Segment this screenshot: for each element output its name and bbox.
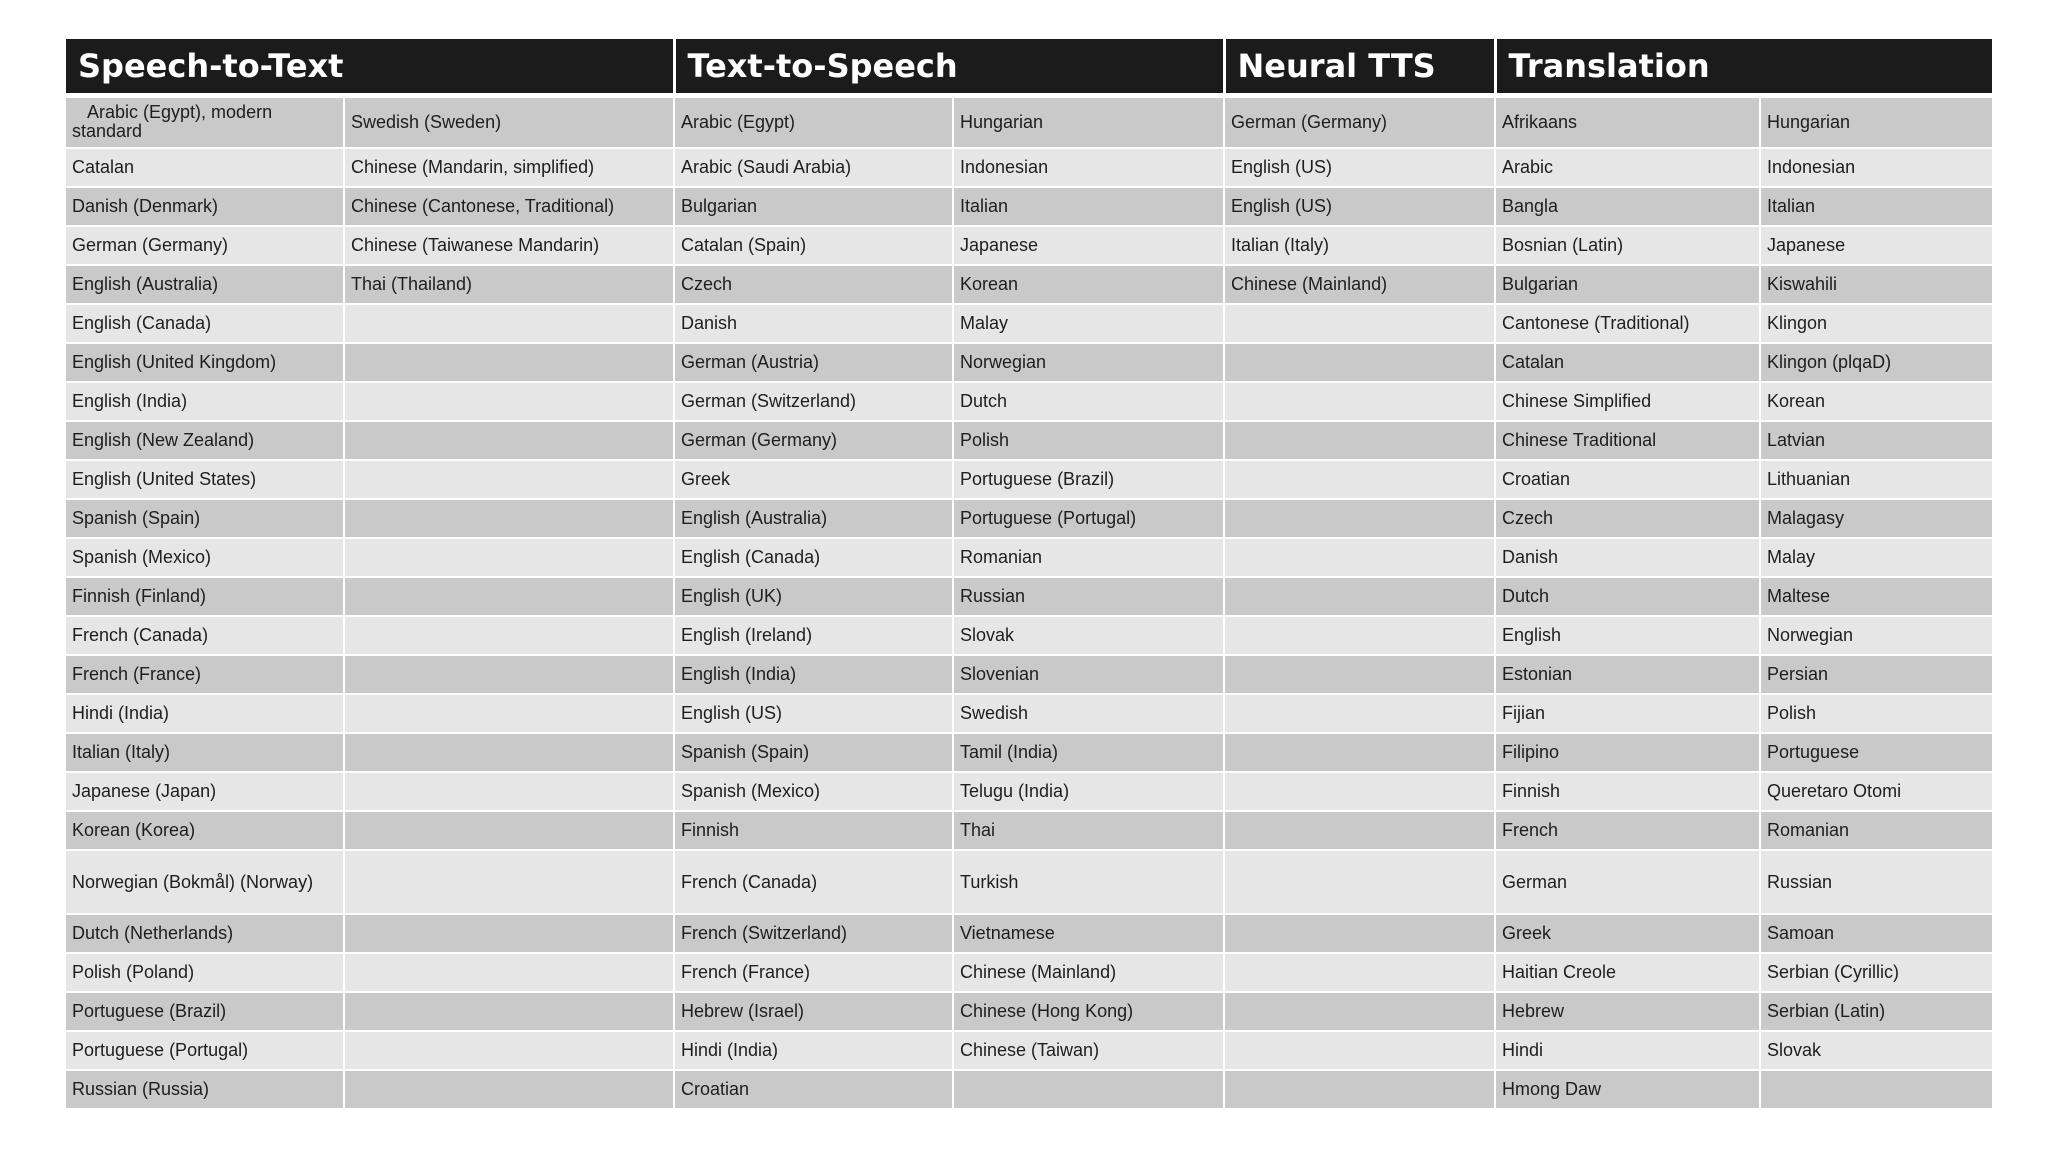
table-row (66, 992, 1992, 1031)
neural-tts-cell (1224, 343, 1495, 382)
table-row (66, 1031, 1992, 1070)
speech-to-text-cell (344, 304, 674, 343)
text-to-speech-cell: Arabic (Egypt) (674, 95, 953, 148)
table-row (66, 811, 1992, 850)
translation-cell: Klingon (1760, 304, 1992, 343)
text-to-speech-cell: Thai (953, 811, 1224, 850)
speech-to-text-cell (344, 538, 674, 577)
translation-cell: Croatian (1495, 460, 1760, 499)
table-row (66, 304, 1992, 343)
translation-cell: Queretaro Otomi (1760, 772, 1992, 811)
text-to-speech-cell: Indonesian (953, 148, 1224, 187)
text-to-speech-cell: Romanian (953, 538, 1224, 577)
neural-tts-cell (1224, 992, 1495, 1031)
language-support-table (66, 39, 1992, 1110)
table-row (66, 772, 1992, 811)
text-to-speech-cell: German (Switzerland) (674, 382, 953, 421)
text-to-speech-cell: Japanese (953, 226, 1224, 265)
translation-cell: Fijian (1495, 694, 1760, 733)
text-to-speech-cell: Finnish (674, 811, 953, 850)
speech-to-text-cell: English (Australia) (66, 265, 344, 304)
translation-cell: Cantonese (Traditional) (1495, 304, 1760, 343)
text-to-speech-cell: Spanish (Mexico) (674, 772, 953, 811)
translation-cell: Latvian (1760, 421, 1992, 460)
neural-tts-cell: English (US) (1224, 148, 1495, 187)
translation-cell: Norwegian (1760, 616, 1992, 655)
speech-to-text-cell (344, 811, 674, 850)
translation-cell: Romanian (1760, 811, 1992, 850)
translation-cell: Polish (1760, 694, 1992, 733)
translation-cell: Portuguese (1760, 733, 1992, 772)
table-row (66, 655, 1992, 694)
translation-cell: Maltese (1760, 577, 1992, 616)
neural-tts-cell (1224, 1070, 1495, 1109)
speech-to-text-cell: Hindi (India) (66, 694, 344, 733)
translation-cell: Dutch (1495, 577, 1760, 616)
translation-cell: Korean (1760, 382, 1992, 421)
translation-cell: Bulgarian (1495, 265, 1760, 304)
neural-tts-cell (1224, 850, 1495, 914)
text-to-speech-cell: English (Australia) (674, 499, 953, 538)
neural-tts-cell: German (Germany) (1224, 95, 1495, 148)
speech-to-text-cell: Norwegian (Bokmål) (Norway) (66, 850, 344, 914)
speech-to-text-cell: Catalan (66, 148, 344, 187)
speech-to-text-cell: Italian (Italy) (66, 733, 344, 772)
translation-cell: Bangla (1495, 187, 1760, 226)
text-to-speech-cell: Tamil (India) (953, 733, 1224, 772)
text-to-speech-cell: Slovak (953, 616, 1224, 655)
speech-to-text-cell: Polish (Poland) (66, 953, 344, 992)
table-row (66, 343, 1992, 382)
text-to-speech-cell: English (UK) (674, 577, 953, 616)
speech-to-text-cell (344, 655, 674, 694)
text-to-speech-cell: Polish (953, 421, 1224, 460)
table-body (66, 95, 1992, 1109)
translation-cell: Czech (1495, 499, 1760, 538)
speech-to-text-cell: Japanese (Japan) (66, 772, 344, 811)
neural-tts-cell (1224, 382, 1495, 421)
speech-to-text-cell (344, 382, 674, 421)
translation-cell: Greek (1495, 914, 1760, 953)
neural-tts-cell (1224, 616, 1495, 655)
text-to-speech-cell: Spanish (Spain) (674, 733, 953, 772)
speech-to-text-cell: Swedish (Sweden) (344, 95, 674, 148)
table-row (66, 148, 1992, 187)
text-to-speech-cell: Greek (674, 460, 953, 499)
translation-cell (1760, 1070, 1992, 1109)
text-to-speech-cell: Chinese (Mainland) (953, 953, 1224, 992)
text-to-speech-cell: Russian (953, 577, 1224, 616)
speech-to-text-cell: Dutch (Netherlands) (66, 914, 344, 953)
header-speech-to-text: Speech-to-Text (66, 39, 674, 95)
text-to-speech-cell (953, 1070, 1224, 1109)
neural-tts-cell (1224, 421, 1495, 460)
neural-tts-cell (1224, 1031, 1495, 1070)
neural-tts-cell (1224, 499, 1495, 538)
text-to-speech-cell: English (Canada) (674, 538, 953, 577)
header-row (66, 39, 1992, 95)
text-to-speech-cell: Danish (674, 304, 953, 343)
text-to-speech-cell: Chinese (Hong Kong) (953, 992, 1224, 1031)
translation-cell: French (1495, 811, 1760, 850)
translation-cell: Arabic (1495, 148, 1760, 187)
translation-cell: Estonian (1495, 655, 1760, 694)
table-row (66, 616, 1992, 655)
speech-to-text-cell: English (United States) (66, 460, 344, 499)
table-row (66, 577, 1992, 616)
text-to-speech-cell: Hebrew (Israel) (674, 992, 953, 1031)
translation-cell: Russian (1760, 850, 1992, 914)
translation-cell: Hebrew (1495, 992, 1760, 1031)
text-to-speech-cell: French (Switzerland) (674, 914, 953, 953)
translation-cell: Chinese Traditional (1495, 421, 1760, 460)
translation-cell: Hindi (1495, 1031, 1760, 1070)
text-to-speech-cell: English (US) (674, 694, 953, 733)
speech-to-text-cell: Portuguese (Brazil) (66, 992, 344, 1031)
neural-tts-cell (1224, 733, 1495, 772)
speech-to-text-cell: Chinese (Mandarin, simplified) (344, 148, 674, 187)
translation-cell: Hmong Daw (1495, 1070, 1760, 1109)
text-to-speech-cell: English (Ireland) (674, 616, 953, 655)
text-to-speech-cell: Swedish (953, 694, 1224, 733)
translation-cell: Filipino (1495, 733, 1760, 772)
speech-to-text-cell: English (United Kingdom) (66, 343, 344, 382)
table-row (66, 850, 1992, 914)
speech-to-text-cell: German (Germany) (66, 226, 344, 265)
translation-cell: Malagasy (1760, 499, 1992, 538)
speech-to-text-cell: Spanish (Mexico) (66, 538, 344, 577)
neural-tts-cell: Chinese (Mainland) (1224, 265, 1495, 304)
text-to-speech-cell: Portuguese (Portugal) (953, 499, 1224, 538)
speech-to-text-cell: Finnish (Finland) (66, 577, 344, 616)
translation-cell: Malay (1760, 538, 1992, 577)
translation-cell: Finnish (1495, 772, 1760, 811)
text-to-speech-cell: Hindi (India) (674, 1031, 953, 1070)
speech-to-text-cell (344, 460, 674, 499)
translation-cell: Kiswahili (1760, 265, 1992, 304)
text-to-speech-cell: Chinese (Taiwan) (953, 1031, 1224, 1070)
text-to-speech-cell: Italian (953, 187, 1224, 226)
translation-cell: Persian (1760, 655, 1992, 694)
text-to-speech-cell: Portuguese (Brazil) (953, 460, 1224, 499)
speech-to-text-cell: Spanish (Spain) (66, 499, 344, 538)
table-row (66, 226, 1992, 265)
neural-tts-cell (1224, 538, 1495, 577)
speech-to-text-cell: Russian (Russia) (66, 1070, 344, 1109)
translation-cell: Lithuanian (1760, 460, 1992, 499)
table-row (66, 538, 1992, 577)
speech-to-text-cell: English (New Zealand) (66, 421, 344, 460)
neural-tts-cell (1224, 914, 1495, 953)
table-row (66, 95, 1992, 148)
table-row (66, 421, 1992, 460)
translation-cell: Japanese (1760, 226, 1992, 265)
translation-cell: Indonesian (1760, 148, 1992, 187)
speech-to-text-cell: French (France) (66, 655, 344, 694)
translation-cell: Afrikaans (1495, 95, 1760, 148)
translation-cell: Chinese Simplified (1495, 382, 1760, 421)
translation-cell: Slovak (1760, 1031, 1992, 1070)
table-row (66, 694, 1992, 733)
text-to-speech-cell: Korean (953, 265, 1224, 304)
table-row (66, 382, 1992, 421)
neural-tts-cell (1224, 304, 1495, 343)
translation-cell: Danish (1495, 538, 1760, 577)
speech-to-text-cell: Korean (Korea) (66, 811, 344, 850)
text-to-speech-cell: Turkish (953, 850, 1224, 914)
speech-to-text-cell: English (Canada) (66, 304, 344, 343)
text-to-speech-cell: Norwegian (953, 343, 1224, 382)
translation-cell: Catalan (1495, 343, 1760, 382)
neural-tts-cell: Italian (Italy) (1224, 226, 1495, 265)
speech-to-text-cell (344, 772, 674, 811)
translation-cell: German (1495, 850, 1760, 914)
translation-cell: Serbian (Latin) (1760, 992, 1992, 1031)
text-to-speech-cell: Telugu (India) (953, 772, 1224, 811)
speech-to-text-cell (344, 343, 674, 382)
text-to-speech-cell: German (Germany) (674, 421, 953, 460)
neural-tts-cell (1224, 655, 1495, 694)
speech-to-text-cell (344, 992, 674, 1031)
neural-tts-cell (1224, 577, 1495, 616)
neural-tts-cell (1224, 772, 1495, 811)
table-row (66, 460, 1992, 499)
header-translation: Translation (1495, 39, 1992, 95)
speech-to-text-cell (344, 694, 674, 733)
table-row (66, 187, 1992, 226)
translation-cell: Hungarian (1760, 95, 1992, 148)
text-to-speech-cell: Catalan (Spain) (674, 226, 953, 265)
speech-to-text-cell: Thai (Thailand) (344, 265, 674, 304)
text-to-speech-cell: Malay (953, 304, 1224, 343)
table-row (66, 953, 1992, 992)
speech-to-text-cell (344, 499, 674, 538)
text-to-speech-cell: English (India) (674, 655, 953, 694)
table-row (66, 733, 1992, 772)
translation-cell: Haitian Creole (1495, 953, 1760, 992)
text-to-speech-cell: German (Austria) (674, 343, 953, 382)
translation-cell: Italian (1760, 187, 1992, 226)
translation-cell: Serbian (Cyrillic) (1760, 953, 1992, 992)
translation-cell: English (1495, 616, 1760, 655)
speech-to-text-cell: Portuguese (Portugal) (66, 1031, 344, 1070)
speech-to-text-cell (344, 850, 674, 914)
header-text-to-speech: Text-to-Speech (674, 39, 1224, 95)
speech-to-text-cell (344, 616, 674, 655)
text-to-speech-cell: Croatian (674, 1070, 953, 1109)
translation-cell: Samoan (1760, 914, 1992, 953)
speech-to-text-cell: Arabic (Egypt), modern standard (66, 95, 344, 148)
neural-tts-cell (1224, 460, 1495, 499)
text-to-speech-cell: Slovenian (953, 655, 1224, 694)
speech-to-text-cell: Chinese (Cantonese, Traditional) (344, 187, 674, 226)
text-to-speech-cell: Arabic (Saudi Arabia) (674, 148, 953, 187)
header-neural-tts: Neural TTS (1224, 39, 1495, 95)
speech-to-text-cell: Chinese (Taiwanese Mandarin) (344, 226, 674, 265)
text-to-speech-cell: French (Canada) (674, 850, 953, 914)
text-to-speech-cell: Hungarian (953, 95, 1224, 148)
speech-to-text-cell (344, 1031, 674, 1070)
translation-cell: Klingon (plqaD) (1760, 343, 1992, 382)
neural-tts-cell (1224, 953, 1495, 992)
speech-to-text-cell: French (Canada) (66, 616, 344, 655)
speech-to-text-cell (344, 733, 674, 772)
speech-to-text-cell (344, 421, 674, 460)
neural-tts-cell: English (US) (1224, 187, 1495, 226)
speech-to-text-cell (344, 914, 674, 953)
table-row (66, 914, 1992, 953)
text-to-speech-cell: Czech (674, 265, 953, 304)
neural-tts-cell (1224, 694, 1495, 733)
speech-to-text-cell (344, 1070, 674, 1109)
speech-to-text-cell (344, 577, 674, 616)
table-row (66, 1070, 1992, 1109)
text-to-speech-cell: Vietnamese (953, 914, 1224, 953)
table-row (66, 265, 1992, 304)
text-to-speech-cell: Dutch (953, 382, 1224, 421)
translation-cell: Bosnian (Latin) (1495, 226, 1760, 265)
speech-to-text-cell: Danish (Denmark) (66, 187, 344, 226)
speech-to-text-cell (344, 953, 674, 992)
speech-to-text-cell: English (India) (66, 382, 344, 421)
neural-tts-cell (1224, 811, 1495, 850)
text-to-speech-cell: Bulgarian (674, 187, 953, 226)
table-row (66, 499, 1992, 538)
text-to-speech-cell: French (France) (674, 953, 953, 992)
